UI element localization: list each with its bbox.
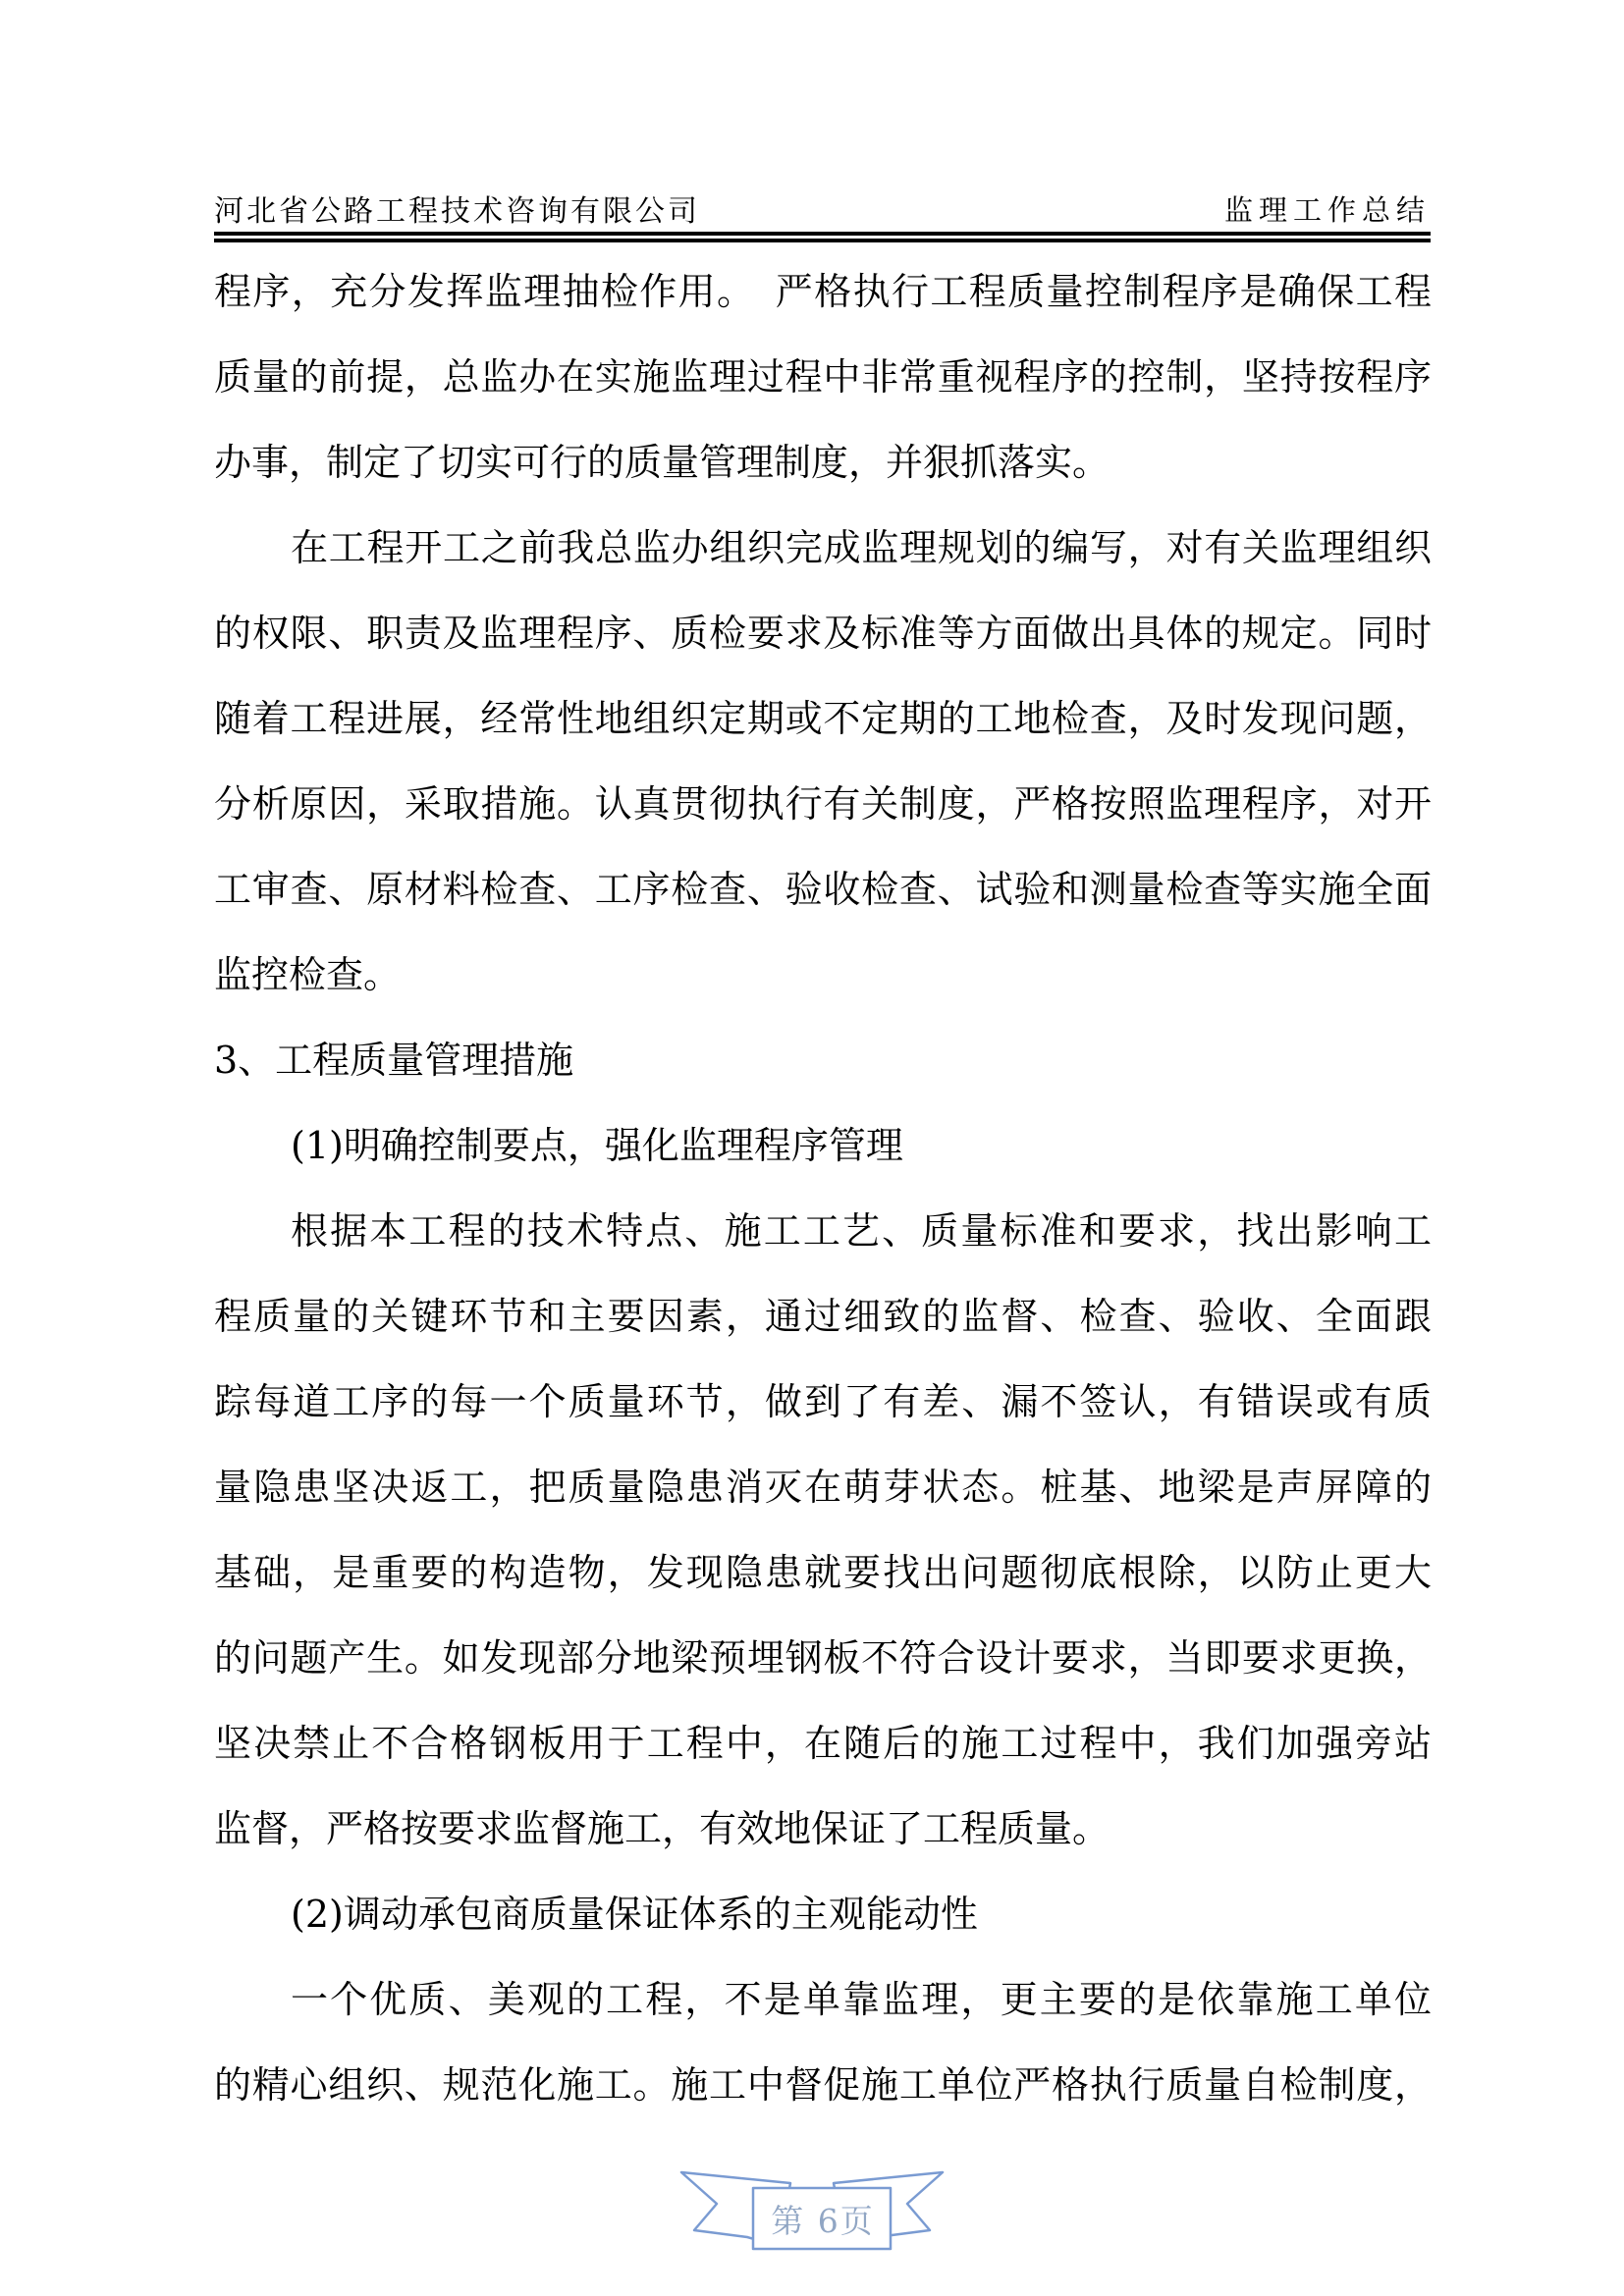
body-heading-item-1: (1)明确控制要点，强化监理程序管理 bbox=[291, 1124, 903, 1167]
body-line: 根据本工程的技术特点、施工工艺、质量标准和要求，找出影响工 bbox=[291, 1209, 1432, 1253]
body-line: 工审查、原材料检查、工序检查、验收检查、试验和测量检查等实施全面 bbox=[214, 868, 1432, 911]
body-line: 办事，制定了切实可行的质量管理制度，并狠抓落实。 bbox=[214, 441, 1110, 484]
body-line: 监控检查。 bbox=[214, 953, 402, 996]
body-line: 程序，充分发挥监理抽检作用。 严格执行工程质量控制程序是确保工程 bbox=[214, 270, 1432, 313]
body-line: 量隐患坚决返工，把质量隐患消灭在萌芽状态。桩基、地梁是声屏障的 bbox=[214, 1466, 1432, 1509]
header-divider-rule bbox=[214, 232, 1431, 242]
body-line: 的权限、职责及监理程序、质检要求及标准等方面做出具体的规定。同时 bbox=[214, 612, 1432, 655]
document-body bbox=[214, 249, 1432, 2128]
header-doc-title: 监理工作总结 bbox=[1223, 193, 1431, 227]
body-line: 基础，是重要的构造物，发现隐患就要找出问题彻底根除，以防止更大 bbox=[214, 1551, 1432, 1594]
body-heading-item-2: (2)调动承包商质量保证体系的主观能动性 bbox=[291, 1893, 978, 1936]
body-line: 分析原因，采取措施。认真贯彻执行有关制度，严格按照监理程序，对开 bbox=[214, 782, 1432, 826]
page-number-label: 第 6页 bbox=[771, 2202, 875, 2240]
body-line: 在工程开工之前我总监办组织完成监理规划的编写，对有关监理组织 bbox=[291, 526, 1432, 569]
body-line: 的精心组织、规范化施工。施工中督促施工单位严格执行质量自检制度， bbox=[214, 2063, 1432, 2107]
body-line: 质量的前提，总监办在实施监理过程中非常重视程序的控制，坚持按程序 bbox=[214, 355, 1432, 399]
body-line: 随着工程进展，经常性地组织定期或不定期的工地检查，及时发现问题， bbox=[214, 697, 1432, 740]
body-line: 坚决禁止不合格钢板用于工程中，在随后的施工过程中，我们加强旁站 bbox=[214, 1722, 1432, 1765]
body-line: 程质量的关键环节和主要因素，通过细致的监督、检查、验收、全面跟 bbox=[214, 1295, 1432, 1338]
body-line: 一个优质、美观的工程，不是单靠监理，更主要的是依靠施工单位 bbox=[291, 1978, 1432, 2021]
header-company-name: 河北省公路工程技术咨询有限公司 bbox=[214, 194, 700, 229]
body-line: 监督，严格按要求监督施工，有效地保证了工程质量。 bbox=[214, 1807, 1110, 1850]
body-line: 的问题产生。如发现部分地梁预埋钢板不符合设计要求，当即要求更换， bbox=[214, 1636, 1432, 1680]
body-line: 踪每道工序的每一个质量环节，做到了有差、漏不签认，有错误或有质 bbox=[214, 1380, 1432, 1423]
body-heading-section-3: 3、工程质量管理措施 bbox=[214, 1039, 574, 1082]
